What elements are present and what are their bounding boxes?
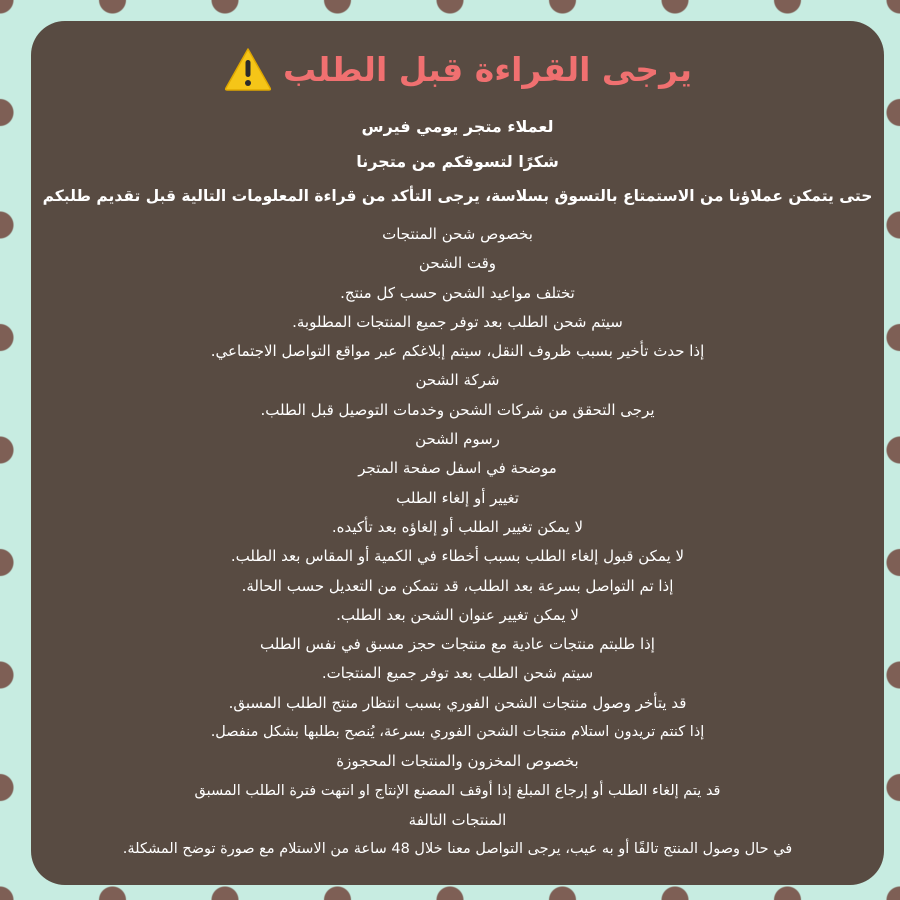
notice-line: في حال وصول المنتج تالفًا أو به عيب، يرجى التواصل معنا خلال 48 ساعة من الاستلام مع صورة توضح المشكلة. [122,841,793,858]
intro-line: لعملاء متجر يومي فيرس [361,117,554,136]
notice-line: سيتم شحن الطلب بعد توفر جميع المنتجات. [321,664,594,683]
notice-line: لا يمكن تغيير عنوان الشحن بعد الطلب. [336,605,579,624]
notice-line: تختلف مواعيد الشحن حسب كل منتج. [340,283,575,302]
section-heading: بخصوص شحن المنتجات [382,225,533,243]
intro-line: حتى يتمكن عملاؤنا من الاستمتاع بالتسوق بسلاسة، يرجى التأكد من قراءة المعلومات التالية قبل تقديم طلبكم [42,187,873,205]
notice-line: إذا تم التواصل بسرعة بعد الطلب، قد نتمكن من التعديل حسب الحالة. [241,576,674,595]
notice-line: يرجى التحقق من شركات الشحن وخدمات التوصيل قبل الطلب. [260,400,655,419]
sub-heading: المنتجات التالفة [408,810,507,829]
intro-section [31,109,884,214]
section-heading: بخصوص المخزون والمنتجات المحجوزة [336,752,579,771]
notice-line: موضحة في اسفل صفحة المتجر [358,459,557,478]
warning-icon [223,46,273,92]
notice-line: لا يمكن قبول إلغاء الطلب بسبب أخطاء في الكمية أو المقاس بعد الطلب. [230,547,685,566]
notice-line: إذا طلبتم منتجات عادية مع منتجات حجز مسبق في نفس الطلب [260,635,655,654]
notice-line: إذا حدث تأخير بسبب ظروف النقل، سيتم إبلاغكم عبر مواقع التواصل الاجتماعي. [210,342,705,361]
sub-heading: شركة الشحن [415,371,500,390]
notice-line: سيتم شحن الطلب بعد توفر جميع المنتجات المطلوبة. [292,312,623,331]
notice-line: قد يتأخر وصول منتجات الشحن الفوري بسبب انتظار منتج الطلب المسبق. [228,693,687,712]
notice-line: لا يمكن تغيير الطلب أو إلغاؤه بعد تأكيده. [331,517,584,536]
sub-heading: تغيير أو إلغاء الطلب [396,488,519,507]
page-title: يرجى القراءة قبل الطلب [283,49,692,89]
notice-card [31,21,884,885]
notice-body [31,220,884,865]
sub-heading: رسوم الشحن [415,430,500,449]
notice-line: إذا كنتم تريدون استلام منتجات الشحن الفوري بسرعة، يُنصح بطلبها بشكل منفصل. [210,724,705,741]
intro-line: شكرًا لتسوقكم من متجرنا [356,152,559,171]
title-row [31,43,884,95]
notice-line: قد يتم إلغاء الطلب أو إرجاع المبلغ إذا أوقف المصنع الإنتاج او انتهت فترة الطلب المسبق [194,782,721,799]
sub-heading: وقت الشحن [418,254,497,273]
